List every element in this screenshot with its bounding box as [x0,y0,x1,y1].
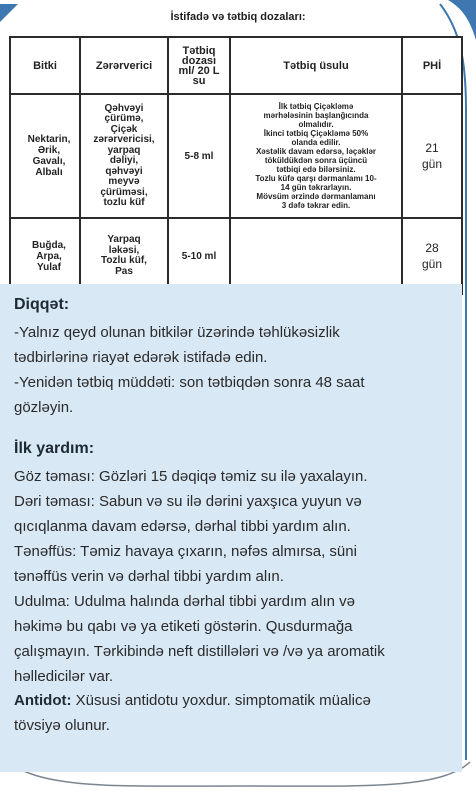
info-panel [0,284,462,772]
phi-cell: 21 gün [402,94,462,218]
table-row [10,218,462,294]
first-aid-line: Udulma: Udulma halında dərhal tibbi yardım alın və [14,593,356,610]
warning-line: -Yalnız qeyd olunan bitkilər üzərində təhlükəsizlik [14,324,340,341]
first-aid-line: Tənəffüs: Təmiz havaya çıxarın, nəfəs almırsa, süni [14,543,357,560]
antidote-label: Antidot: [14,692,72,709]
first-aid-line: tənəffüs verin və dərhal tibbi yardım alın. [14,568,284,585]
first-aid-line: Dəri təması: Sabun və su ilə dərini yaxşıca yuyun və [14,493,362,510]
first-aid-line: qıcıqlanma davam edərsə, dərhal tibbi yardım alın. [14,518,351,535]
pest-cell: Yarpaq ləkəsi, Tozlu küf, Pas [80,218,168,294]
header-plant: Bitki [10,37,80,94]
antidote-text [14,688,454,738]
header-dose: Tətbiq dozası ml/ 20 L su [168,37,230,94]
warning-line: -Yenidən tətbiq müddəti: son tətbiqdən sonra 48 saat [14,374,365,391]
first-aid-heading: İlk yardım: [14,440,95,457]
dose-cell: 5-10 ml [168,218,230,294]
dose-cell: 5-8 ml [168,94,230,218]
dosage-table [9,36,463,295]
warning-heading: Diqqət: [14,296,70,313]
method-cell: İlk tətbiq Çiçəkləmə mərhələsinin başlanğıcında olmalıdır. İkinci tətbiq Çiçəkləmə 50% olanda edilir. Xəstəlik davam edərsə, ləçəklər töküldükdən sonra üçüncü tətbiqi edə bilərsiniz. Tozlu küfə qarşı dərmanlamı 10- 14 gün təkrarlayın. Mövsüm ərzində dərmanlamanı 3 dəfə təkrar edin. [230,94,402,218]
plant-cell: Buğda, Arpa, Yulaf [10,218,80,294]
first-aid-text [14,464,454,689]
table-header-row [10,37,462,94]
header-method: Tətbiq üsulu [230,37,402,94]
first-aid-line: Göz təması: Gözləri 15 dəqiqə təmiz su ilə yaxalayın. [14,468,368,485]
phi-cell: 28 gün [402,218,462,294]
page-title: İstifadə və tətbiq dozaları: [170,11,306,23]
first-aid-line: çalışmayın. Tərkibində neft distillələri və /və ya aromatik [14,643,385,660]
warning-line: tədbirlərinə riayət edərək istifadə edin. [14,349,268,366]
warning-line: gözləyin. [14,399,74,416]
header-pest: Zərərverici [80,37,168,94]
first-aid-line: həlledicilər var. [14,668,114,685]
antidote-line-1: Antidot: Xüsusi antidotu yoxdur. simptomatik müalicə [14,692,371,709]
plant-cell: Nektarin, Ərik, Gavalı, Albalı [10,94,80,218]
method-cell-empty [230,218,402,294]
pest-cell: Qəhvəyi çürümə, Çiçək zərərvericisi, yarpaq dəliyi, qəhvəyi meyvə çürüməsi, tozlu küf [80,94,168,218]
header-phi: PHİ [402,37,462,94]
first-aid-line: həkimə bu qabı və ya etiketi göstərin. Qusdurmağa [14,618,353,635]
warning-text [14,320,454,420]
table-row [10,94,462,218]
antidote-line-2: tövsiyə olunur. [14,717,110,734]
